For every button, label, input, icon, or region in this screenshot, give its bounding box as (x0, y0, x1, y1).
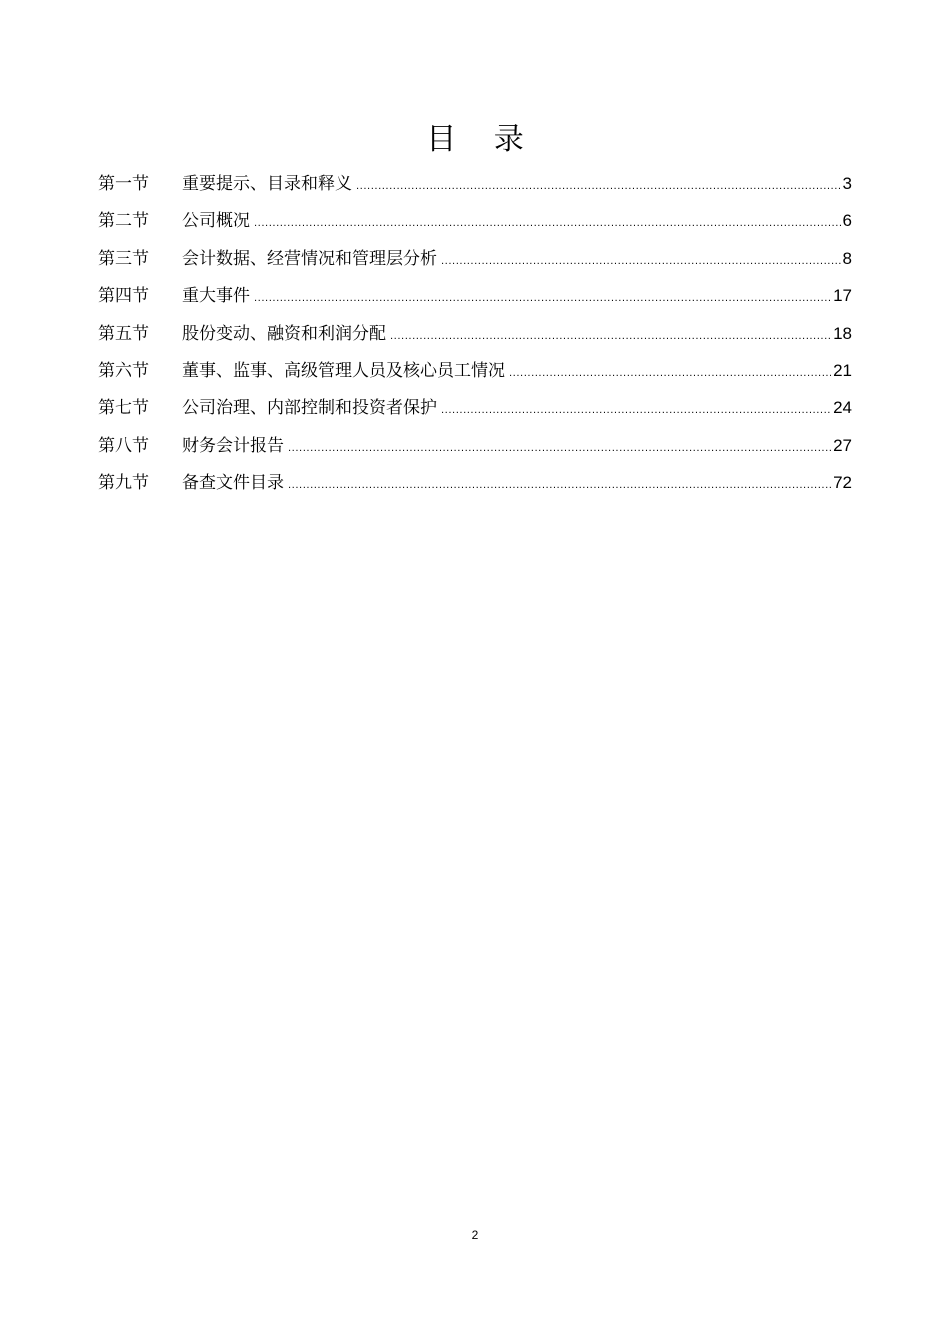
toc-page-number: 72 (833, 473, 852, 493)
toc-page-number: 27 (833, 435, 852, 455)
toc-section-label: 第三节 (98, 248, 149, 269)
toc-entry-3[interactable] (98, 240, 852, 277)
toc-page-number: 21 (833, 360, 852, 380)
toc-heading: 公司治理、内部控制和投资者保护 (182, 398, 437, 419)
toc-dot-leader (288, 467, 831, 504)
toc-entry-5[interactable] (98, 315, 852, 352)
toc-heading: 财务会计报告 (182, 435, 284, 456)
toc-heading: 公司概况 (182, 211, 250, 232)
toc-section-label: 第五节 (98, 323, 149, 344)
toc-dot-leader (254, 280, 831, 317)
toc-page-number: 17 (833, 286, 852, 306)
toc-entry-1[interactable] (98, 165, 852, 202)
toc-heading: 会计数据、经营情况和管理层分析 (182, 248, 437, 269)
toc-dot-leader (441, 243, 841, 280)
toc-entry-8[interactable] (98, 427, 852, 464)
toc-entry-9[interactable] (98, 464, 852, 501)
toc-section-label: 第四节 (98, 286, 149, 307)
toc-dot-leader (441, 392, 831, 429)
toc-title: 目 录 (426, 122, 538, 157)
toc-heading: 董事、监事、高级管理人员及核心员工情况 (182, 360, 505, 381)
toc-section-label: 第七节 (98, 398, 149, 419)
toc-list (98, 165, 852, 502)
toc-entry-2[interactable] (98, 202, 852, 239)
toc-section-label: 第六节 (98, 360, 149, 381)
toc-section-label: 第二节 (98, 211, 149, 232)
footer-page-number: 2 (471, 1228, 479, 1242)
toc-page-number: 8 (842, 248, 852, 268)
toc-dot-leader (390, 318, 831, 355)
toc-entry-4[interactable] (98, 277, 852, 314)
toc-section-label: 第八节 (98, 435, 149, 456)
toc-heading: 重要提示、目录和释义 (182, 174, 352, 194)
toc-heading: 备查文件目录 (182, 473, 284, 494)
toc-page-number: 6 (842, 211, 852, 231)
toc-page-number: 3 (842, 174, 852, 193)
toc-section-label: 第一节 (98, 174, 149, 194)
toc-page-number: 18 (833, 323, 852, 343)
toc-page-number: 24 (833, 398, 852, 418)
toc-dot-leader (254, 205, 841, 242)
toc-dot-leader (356, 168, 841, 205)
toc-section-label: 第九节 (98, 473, 149, 494)
toc-entry-7[interactable] (98, 389, 852, 426)
toc-heading: 重大事件 (182, 286, 250, 307)
toc-heading: 股份变动、融资和利润分配 (182, 323, 386, 344)
toc-entry-6[interactable] (98, 352, 852, 389)
toc-dot-leader (288, 430, 831, 467)
toc-dot-leader (509, 355, 831, 392)
